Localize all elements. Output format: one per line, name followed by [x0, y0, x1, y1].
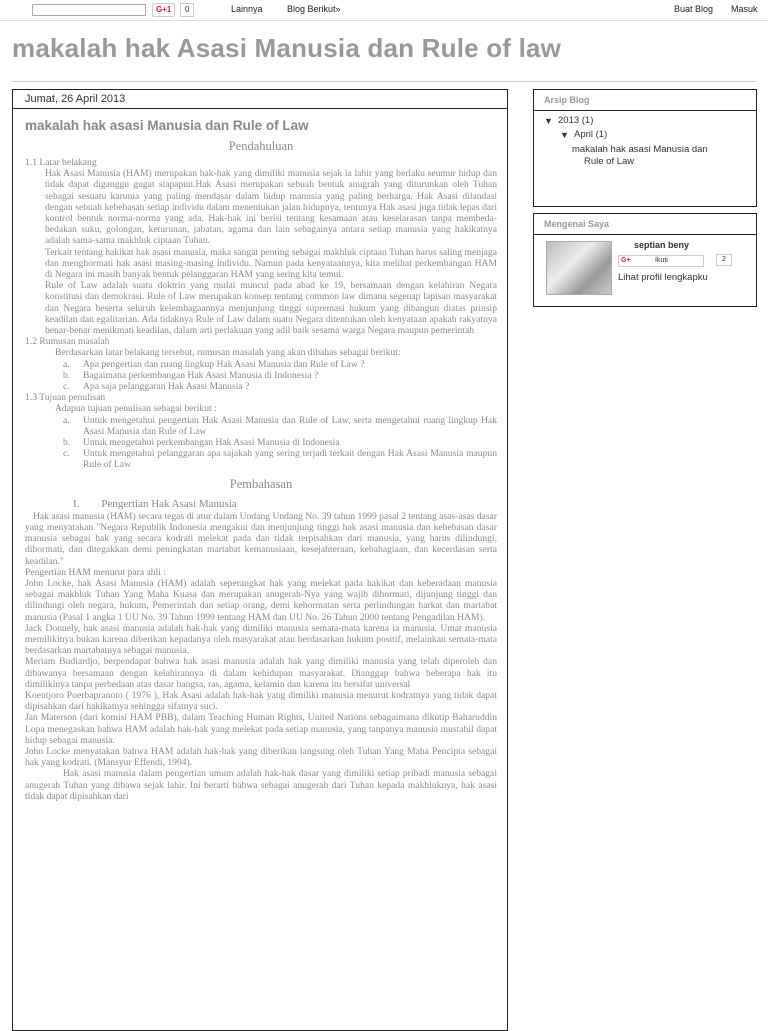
post-date: Jumat, 26 April 2013	[13, 90, 507, 109]
title-divider	[12, 81, 756, 82]
triangle-down-icon[interactable]: ▼	[560, 129, 569, 140]
follow-count: 2	[716, 254, 732, 266]
paragraph: Hak asasi manusia dalam pengertian umum adalah hak-hak dasar yang dimiliki setiap pribadi manusia sebagai anugerah Tuhan yang dibawa sejak lahir. Ini berarti bahwa sebagai anugerah dari Tuhan kepada makhluknya, hak asasi tidak dapat dipisahkan dari	[25, 768, 497, 802]
paragraph: Koentjoro Poerbapranoto ( 1976 ), Hak Asasi adalah hak-hak yang dimiliki manusia menurut kodratnya yang tidak dapat dipisahkan dari hakikatnya sehingga sifatnya suci.	[25, 689, 497, 713]
paragraph: Jan Materson (dari komisi HAM PBB), dalam Teaching Human Rights, United Nations sebagaimana dikutip Baharuddin Lopa menegaskan bahwa HAM adalah hak-hak yang melekat pada setiap manusia, yang tanpanya manusia mustahil dapat hidup sebagai manusia.	[25, 712, 497, 746]
list-item	[25, 359, 497, 370]
paragraph: John Locke menyatakan bahwa HAM adalah hak-hak yang diberikan langsung oleh Tuhan Yang Maha Pencipta sebagai hak yang kodrati. (Mansyur Effendi, 1994).	[25, 745, 497, 769]
gplus-icon: G+	[621, 257, 631, 264]
list-text: Bagaimana perkembangan Hak Asasi Manusia di Indonesia ?	[83, 369, 319, 381]
list-label: c.	[63, 381, 70, 393]
paragraph: Meriam Budiardjo, berpendapat bahwa hak asasi manusia adalah hak yang dimiliki manusia yang telah diperoleh dan dibawanya bersamaan dengan kelahirannya di dalam kehidupan masyarakat. Dianggap bahwa beberapa hak itu dimilikinya tanpa perbedaan atas dasar bangsa, ras, agama, kelamin dan karena itu bersifat universal	[25, 656, 497, 690]
list-item	[25, 370, 497, 381]
post-container	[12, 89, 508, 1031]
archive-widget	[533, 89, 757, 207]
paragraph: Adapun tujuan penulisan sebagai berikut :	[55, 403, 217, 415]
paragraph: Rule of Law adalah suatu doktrin yang mulai muncul pada abad ke 19, bersamaan dengan kelahiran Negara konstitusi dan demokrasi. Rule of Law merupakan konsep tentang common law dimana segenap lapisan masyarakat dan Negara beserta seluruh kelembagaannya menjunjung tinggi supremasi hukum yang dibangun diatas prinsip keadilan dan egalitarian. Ada tidaknya Rule of Law dalam suatu Negara ditentukan oleh kenyataan apakah rakyatnya benar-benar menikmati keadilan, dalam arti perlakuan yang adil baik sesama warga Negara maupun pemerintah	[45, 280, 497, 337]
paragraph: Jack Donnely, hak asasi manusia adalah hak-hak yang dimiliki manusia semata-mata karena ia manusia. Umat manusia memilikinya bukan karena diberikan kepadanya oleh masyarakat atau berdasarkan hukum positif, melainkan semata-mata berdasarkan martabatnya sebagai manusia.	[25, 622, 497, 657]
follow-button[interactable]	[618, 255, 704, 267]
section-title: Pengertian Hak Asasi Manusia	[101, 497, 237, 510]
triangle-down-icon[interactable]: ▼	[544, 115, 553, 126]
paragraph: Hak Asasi Manusia (HAM) merupakan hak-hak yang dimiliki manusia sejak ia lahir yang berlaku seumur hidup dan tidak dapat diganggu gugat siapapun.Hak Asasi merupakan sebuah bentuk anugrah yang diturunkan oleh Tuhan sebagai sesuatu karunia yang paling mendasar dalam hidup manusia yang paling berharga. Hak Asasi dilandasi dengan sebuah kebebasan setiap individu dalam menentukan jalan hidupnya, tentunya Hak asasi juga tidak lepas dari kontrol bentuk norma-norma yang ada. Hak-hak ini berisi tentang kesamaan atau keselarasan tanpa membeda-bedakan suku, golongan, keturunan, jabatan, agama dan lain sebagainya antara setiap manusia yang hakikatnya adalah sama-sama makhluk ciptaan Tuhan.	[45, 168, 497, 247]
subheading-1-3: 1.3 Tujuan penulisan	[25, 392, 106, 404]
about-title: Mengenai Saya	[534, 214, 756, 235]
list-label: a.	[63, 358, 70, 370]
post-body	[13, 139, 507, 802]
search-input[interactable]	[32, 4, 146, 16]
list-text: Apa pengertian dan ruang lingkup Hak Asasi Manusia dan Rule of Law ?	[83, 358, 365, 370]
list-label: c.	[63, 448, 70, 460]
list-text: Apa saja pelanggaran Hak Asasi Manusia ?	[83, 381, 250, 393]
profile-name[interactable]: septian beny	[634, 240, 690, 250]
archive-year-label[interactable]: 2013 (1)	[558, 115, 594, 126]
archive-title: Arsip Blog	[534, 90, 756, 111]
archive-post-link[interactable]: makalah hak asasi Manusia dan Rule of Law	[572, 144, 708, 167]
more-link[interactable]: Lainnya	[231, 4, 263, 14]
sign-in-link[interactable]: Masuk	[731, 4, 758, 14]
section-heading	[25, 497, 497, 511]
blogger-navbar	[0, 0, 768, 21]
paragraph: Hak asasi manusia (HAM) secara tegas di atur dalam Undang Undang No. 39 tahun 1999 pasal 2 tentang asas-asas dasar yang menyatakan "Negara Republik Indonesia mengakui dan menjunjung tinggi hak asasi manusia dan kebebasan dasar manusia sebagai hak yang secara kodrati melekat pada dan tidak terpisahkan dari manusia, yang harus dilindungi, dihormati, dan ditegakkan demi peningkatan martabat kemanusiaan, kesejahteraan, kebahagiaan, dan kecerdasan serta keadilan."	[25, 510, 497, 567]
gplus-button[interactable]: G+1	[152, 3, 175, 17]
list-label: a.	[63, 414, 70, 426]
list-text: Untuk mengetahui perkembangan Hak Asasi Manusia di Indonesia	[83, 437, 340, 449]
heading-pembahasan: Pembahasan	[229, 476, 293, 491]
heading-pendahuluan: Pendahuluan	[228, 139, 294, 153]
subheading-1-2: 1.2 Rumusan masalah	[25, 336, 110, 348]
paragraph: John Locke, hak Asasi Manusia (HAM) adalah seperangkat hak yang melekat pada hakikat dan keberadaan manusia sebagai makhluk Tuhan Yang Maha Kuasa dan merupakan anugerah-Nya yang wajib dihormati, dijunjung tinggi dan dilindungi oleh negara, hukum, Pemerintah dan setiap orang, demi kehormatan serta perlindungan harkat dan martabat manusia (Pasal 1 angka 1 UU No. 39 Tahun 1999 tentang HAM dan UU No. 26 Tahun 2000 tentang Pengadilan HAM).	[25, 577, 497, 623]
gplus-count: 0	[180, 3, 194, 17]
post-title[interactable]: makalah hak asasi Manusia dan Rule of Law	[25, 118, 309, 133]
paragraph: Terkait tentang hakikat hak asasi manusia, maka sangat penting sebagai makhluk ciptaan Tuhan harus saling menjaga dan menghormati hak asasi masing-masing individu. Namun pada kenyataannya, kita melihat perkembangan HAM di Negara ini masih banyak bentuk pelanggaran HAM yang sering kita temui.	[45, 246, 497, 281]
create-blog-link[interactable]: Buat Blog	[674, 4, 714, 14]
avatar[interactable]	[546, 241, 612, 295]
archive-year[interactable]	[544, 115, 756, 126]
archive-month[interactable]	[560, 129, 756, 140]
list-label: b.	[63, 369, 71, 381]
list-item	[25, 415, 497, 437]
section-number: I.	[73, 497, 80, 510]
archive-month-label[interactable]: April (1)	[574, 129, 608, 140]
blog-title[interactable]: makalah hak Asasi Manusia dan Rule of law	[12, 33, 562, 63]
list-item	[25, 381, 497, 392]
list-label: b.	[63, 437, 71, 449]
list-item	[25, 437, 497, 448]
list-text: Untuk mengetahui pengertian Hak Asasi Manusia dan Rule of Law, serta mengetahui ruang lingkup Hak Asasi Manusia dan Rule of Law	[83, 414, 497, 437]
paragraph: Pengertian HAM menurut para ahli :	[25, 566, 166, 578]
paragraph: Berdasarkan latar belakang tersebut, rumusan masalah yang akan dibahas sebagai berikut:	[55, 347, 401, 359]
about-widget	[533, 213, 757, 307]
list-item	[25, 448, 497, 470]
subheading-1-1: 1.1 Latar belakang	[25, 157, 97, 168]
full-profile-link[interactable]: Lihat profil lengkapku	[618, 272, 708, 283]
next-blog-link[interactable]: Blog Berikut»	[287, 4, 341, 14]
follow-label: Ikuti	[655, 257, 668, 264]
list-text: Untuk mengetahui pelanggaran apa sajakah yang sering terjadi terkait dengan Hak Asasi Manusia maupun Rule of Law	[83, 448, 497, 471]
